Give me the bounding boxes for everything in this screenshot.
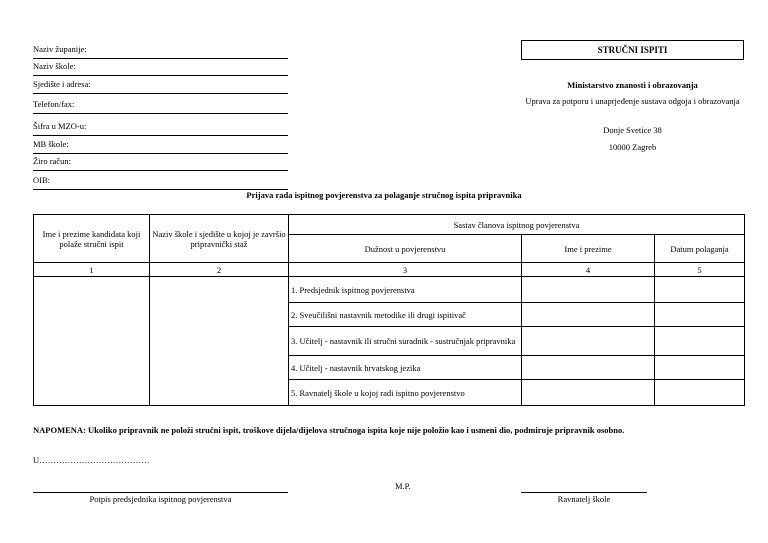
stamp-label: M.P. [395,481,411,491]
committee-table [33,214,745,406]
place-date-field[interactable]: U………………………………… [33,455,150,465]
bank-account-field[interactable]: Žiro račun: [33,153,288,171]
col-duty-header: Dužnost u povjerenstvu [289,235,522,263]
ministry-department: Uprava za potporu i unaprjeđenje sustava odgoja i obrazovanja [525,96,740,106]
ministry-name: Ministarstvo znanosti i obrazovanja [567,80,698,90]
candidate-name-cell[interactable] [34,277,150,406]
note-label: NAPOMENA [33,425,84,435]
col-date-header: Datum polaganja [655,235,745,263]
col-number: 2 [150,263,289,277]
duty-row: 3. Učitelj - nastavnik ili stručni suradnik - sustručnjak pripravnika [289,327,522,356]
note-text: : Ukoliko pripravnik ne položi stručni ispit, troškove dijela/dijelova stručnoga ispita koje nije položio kao i usmeni dio, podmiruje pripravnik osobno. [83,425,625,435]
school-mb-field[interactable]: MB škole: [33,136,288,154]
duty-row: 1. Predsjednik ispitnog povjerenstva [289,277,522,303]
col-number: 4 [522,263,655,277]
duty-row: 5. Ravnatelj škole u kojoj radi ispitno povjerenstvo [289,380,522,406]
col-candidate-header: Ime i prezime kandidata koji polaže stručni ispit [34,215,150,263]
phone-fax-field[interactable]: Telefon/fax: [33,96,288,114]
col-school-header: Naziv škole i sjedište u kojoj je završio pripravnički staž [150,215,289,263]
oib-field[interactable]: OIB: [33,172,288,190]
member-name-cell[interactable] [522,277,655,303]
committee-group-header: Sastav članova ispitnog povjerenstva [289,215,745,235]
col-name-header: Ime i prezime [522,235,655,263]
member-name-cell[interactable] [522,327,655,356]
col-number: 3 [289,263,522,277]
duty-row: 2. Sveučilišni nastavnik metodike ili drugi ispitivač [289,303,522,327]
exam-date-cell[interactable] [655,327,745,356]
form-title: Prijava rada ispitnog povjerenstva za polaganje stručnog ispita pripravnika [246,190,522,200]
note [33,425,624,435]
exam-date-cell[interactable] [655,277,745,303]
member-name-cell[interactable] [522,356,655,380]
title-box: STRUČNI ISPITI [521,40,744,60]
member-name-cell[interactable] [522,380,655,406]
col-number: 5 [655,263,745,277]
county-field[interactable]: Naziv županije: [33,41,288,59]
exam-date-cell[interactable] [655,303,745,327]
exam-date-cell[interactable] [655,380,745,406]
school-name-field[interactable]: Naziv škole: [33,58,288,76]
ministry-street: Donje Svetice 38 [603,125,662,135]
signature-principal[interactable]: Ravnatelj škole [521,492,647,504]
member-name-cell[interactable] [522,303,655,327]
signature-president[interactable]: Potpis predsjednika ispitnog povjerenstva [33,492,288,504]
col-number: 1 [34,263,150,277]
address-field[interactable]: Sjedište i adresa: [33,76,288,94]
exam-date-cell[interactable] [655,356,745,380]
mzo-code-field[interactable]: Šifra u MZO-u: [33,118,288,136]
duty-row: 4. Učitelj - nastavnik hrvatskog jezika [289,356,522,380]
ministry-city: 10000 Zagreb [608,142,657,152]
school-cell[interactable] [150,277,289,406]
